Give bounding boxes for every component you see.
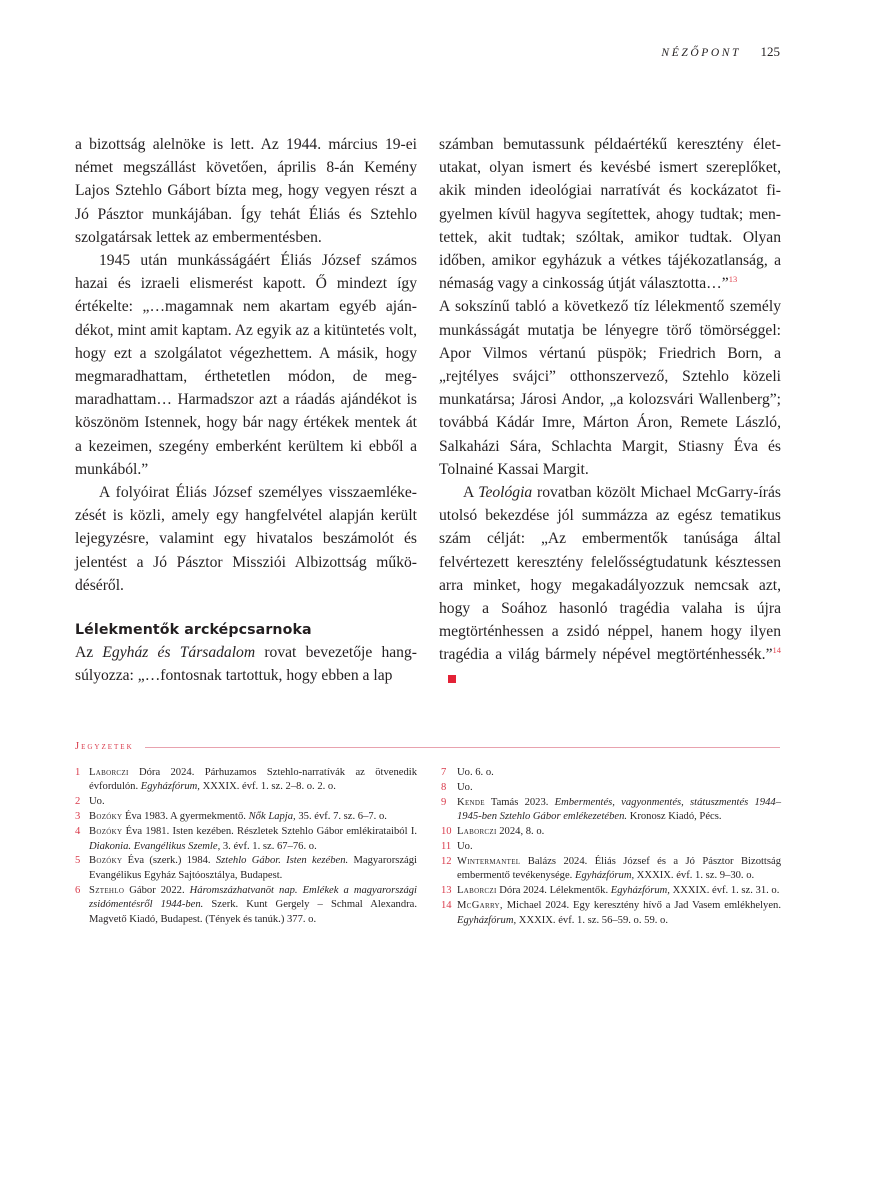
footnote-ref[interactable]: 13 [728, 274, 738, 285]
end-of-article-mark [448, 675, 456, 683]
footnote: 12 Wintermantel Balázs 2024. Éliás József és a Jó Pásztor Bizottság embermentő tevékenysége. Egyházfórum, XXXIX. évf. 1. sz. 9–30. o. [441, 855, 781, 882]
paragraph: Az Egyház és Társadalom rovat bevezetője hangsúlyozza: „…fontosnak tartottuk, hogy ebben a lap [75, 644, 417, 685]
footnote: 6 Sztehlo Gábor 2022. Háromszázhatvanöt nap. Emlékek a magyarországi zsidómentésről 1944-ben. Szerk. Kunt Gergely – Schmal Alexandra. Magvető Kiadó, Budapest. (Tények és tanúk.) 377. o. [75, 884, 417, 925]
footnote: 9 Kende Tamás 2023. Embermentés, vagyonmentés, státuszmentés 1944–1945-ben Sztehlo Gábor emlékezetében. Kronosz Kiadó, Pécs. [441, 796, 781, 823]
paragraph: A folyóirat Éliás József személyes visszaemlékezését is közli, amely egy hangfelvétel alapján került lejegyzésre, valamint egy hivatalos beszámolót és jelentést a Jó Pásztor Missziói Albizottság működéséről. [75, 484, 417, 594]
paragraph: a bizottság alelnöke is lett. Az 1944. március 19-ei német megszállást követően, április 8-án Kemény Lajos Sztehlo Gábort bízta meg, hogy vegyen részt a Jó Pásztor munkájában. Így tehát Éliás és Sztehlo szolgatársak lettek az embermentésben. [75, 136, 417, 246]
notes-title: Jegyzetek [75, 741, 134, 752]
right-column [439, 133, 781, 690]
footnote: 7 Uo. 6. o. [441, 767, 494, 778]
journal-section-name: Egyház és Társadalom [102, 644, 256, 662]
notes-left-column [75, 766, 417, 927]
footnote: 13 Laborczi Dóra 2024. Lélekmentők. Egyházfórum, XXXIX. évf. 1. sz. 31. o. [441, 885, 780, 897]
footnote: 4 Bozóky Éva 1981. Isten kezében. Részletek Sztehlo Gábor emlékirataiból I. Diakonia. Evangélikus Szemle, 3. évf. 1. sz. 67–76. o. [75, 826, 417, 852]
paragraph: számban bemutassunk példaértékű keresztény életutakat, olyan ismert és kevésbé ismert szereplőket, akik minden ideológiai narratívát és kockázatot figyelmen kívül hagyva segítettek, ahogy tudtak; mentettek, akit tudtak; szóltak, amikor tudtak. Olyan időben, amikor egyházuk a vétkes tájékozatlanság, a némaság vagy a cinkosság útját választotta…”$^{13}$ [439, 136, 781, 293]
running-head [661, 44, 780, 60]
journal-section-name: Teológia [478, 484, 533, 502]
notes-header [75, 741, 780, 755]
footnote: 2 Uo. [75, 796, 105, 808]
footnote: 1 Laborczi Dóra 2024. Párhuzamos Sztehlo-narratívák az ötvenedik évfordulón. Egyházfórum, XXXIX. évf. 1. sz. 2–8. o. 2. o. [75, 767, 417, 793]
paragraph: A Teológia rovatban közölt Michael McGarry-írás utolsó bekezdése jól summázza az egész tematikus szám célját: „Az embermentők tanúsága által felvértezett keresztény felelősségtudatunk késztessen arra minket, hogy megakadályozzuk nemcsak azt, hogy a Soához hasonló tragédia valaha is újra megtörténhessen a zsidó néppel, hanem hogy ilyen tragédia a világ bármely népével megtörténhessék.”$^{14}$ [439, 481, 781, 690]
footnote: 14 McGarry, Michael 2024. Egy keresztény hívő a Jad Vasem emlékhelyen. Egyházfórum, XXXIX. évf. 1. sz. 56–59. o. 59. o. [441, 900, 781, 926]
notes-right-column [441, 766, 781, 928]
footnote: 10 Laborczi 2024, 8. o. [441, 826, 545, 838]
footnote-ref[interactable]: 14 [772, 645, 781, 656]
page-number: 125 [760, 44, 780, 59]
section-heading: Lélekmentők arcképcsarnoka [75, 622, 312, 639]
section-title: NÉZŐPONT [661, 47, 742, 59]
footnote: 8 Uo. [441, 781, 473, 793]
footnote: 5 Bozóky Éva (szerk.) 1984. Sztehlo Gábor. Isten kezében. Magyarországi Evangélikus Egyház Sajtóosztálya, Budapest. [75, 855, 417, 881]
footnote: 3 Bozóky Éva 1983. A gyermekmentő. Nők Lapja, 35. évf. 7. sz. 6–7. o. [75, 811, 387, 823]
paragraph: 1945 után munkásságáért Éliás József számos hazai és izraeli elismerést kapott. Ő mindezt így értékelte: „…magamnak nem akartam egyéb ajándékot, mint amit kaptam. Az egyik az a kitüntetés volt, hogy ezt a szolgálatot végezhettem. A másik, hogy megmaradhattam, érthetetlen módon, de megmaradhattam… Harmadszor azt a ráadás ajándékot is köszönöm Istennek, hogy bár nagy értékek mentek át a kezeimen, szegény emberként kerültem ki ebből a munkából.” [75, 252, 417, 478]
paragraph: A sokszínű tabló a következő tíz lélekmentő személy munkásságát mutatja be lényegre törő tömörséggel: Apor Vilmos vértanú püspök; Friedrich Born, a „rejtélyes svájci” otthonszervező, Sztehlo közeli munkatársa; Járosi Andor, „a kolozsvári Wallenberg”; továbbá Kádár Imre, Márton Áron, Remete László, Salkaházi Sára, Schlachta Margit, Stiasny Éva és Tolnainé Kassai Margit. [439, 298, 781, 478]
left-column [75, 133, 417, 687]
footnote: 11 Uo. [441, 841, 473, 853]
notes-divider [145, 747, 780, 748]
